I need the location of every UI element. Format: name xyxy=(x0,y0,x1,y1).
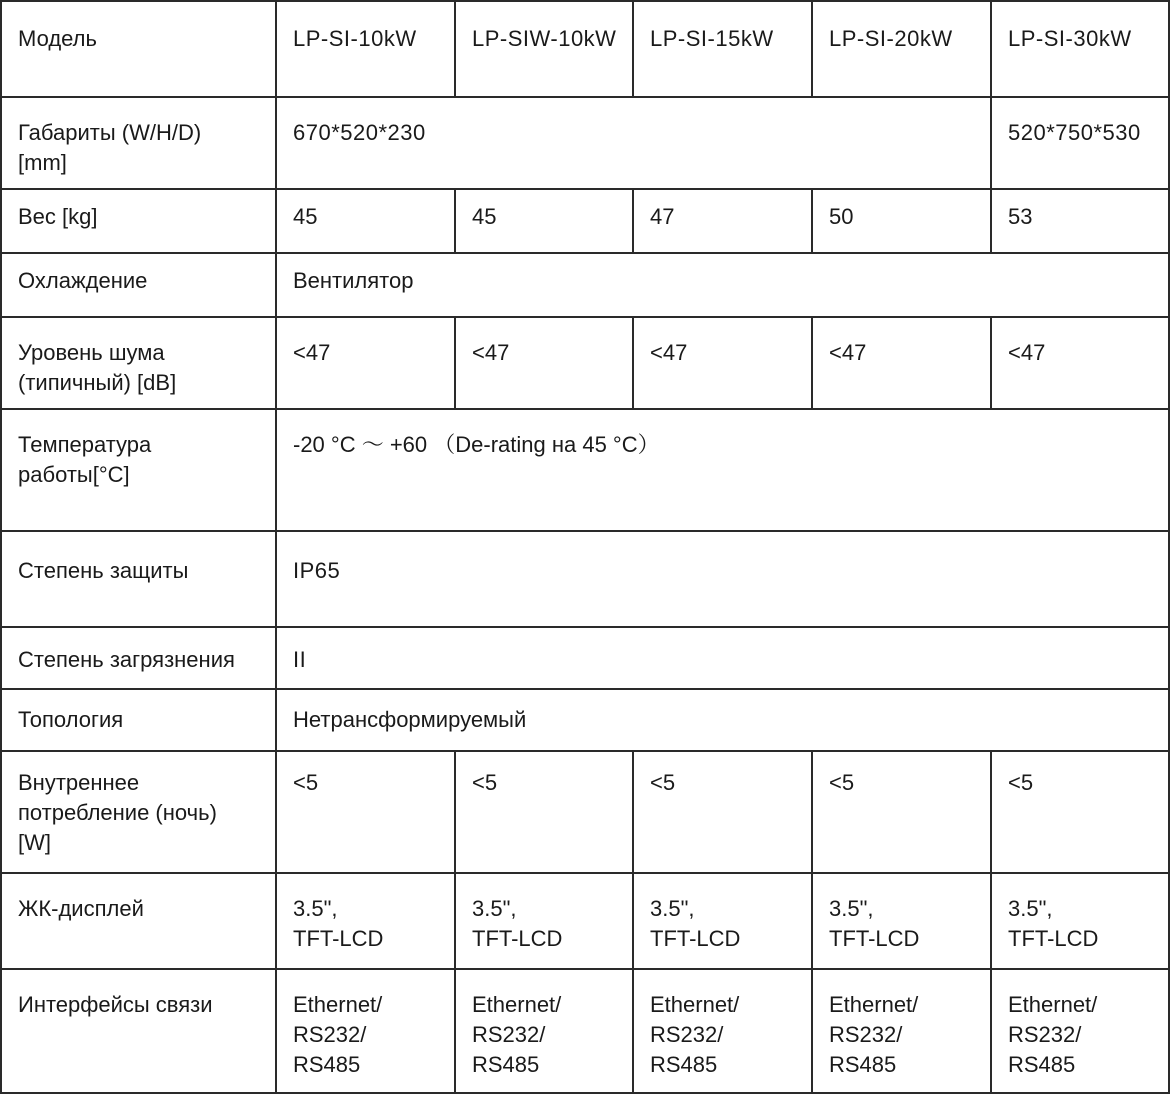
temperature-value: -20 °C ～ +60 （De-rating на 45 °C） xyxy=(276,409,1169,531)
topology-value: Нетрансформируемый xyxy=(276,689,1169,751)
table-row-display xyxy=(1,873,1169,969)
display-cell: 3.5", TFT-LCD xyxy=(633,873,812,969)
weight-cell: 47 xyxy=(633,189,812,253)
pollution-value: II xyxy=(276,627,1169,689)
model-cell: LP-SI-15kW xyxy=(633,1,812,97)
row-label-topology: Топология xyxy=(1,689,276,751)
display-cell: 3.5", TFT-LCD xyxy=(276,873,455,969)
consumption-cell: <5 xyxy=(276,751,455,873)
noise-cell: <47 xyxy=(991,317,1169,409)
row-label-temperature: Температура работы[°C] xyxy=(1,409,276,531)
table-row-pollution xyxy=(1,627,1169,689)
noise-cell: <47 xyxy=(633,317,812,409)
row-label-interfaces: Интерфейсы связи xyxy=(1,969,276,1093)
interfaces-cell: Ethernet/ RS232/ RS485 xyxy=(276,969,455,1093)
cooling-value: Вентилятор xyxy=(276,253,1169,317)
display-cell: 3.5", TFT-LCD xyxy=(991,873,1169,969)
row-label-pollution: Степень загрязнения xyxy=(1,627,276,689)
protection-value: IP65 xyxy=(276,531,1169,627)
model-cell: LP-SI-10kW xyxy=(276,1,455,97)
interfaces-cell: Ethernet/ RS232/ RS485 xyxy=(455,969,633,1093)
weight-cell: 45 xyxy=(455,189,633,253)
model-cell: LP-SI-20kW xyxy=(812,1,991,97)
model-cell: LP-SIW-10kW xyxy=(455,1,633,97)
weight-cell: 45 xyxy=(276,189,455,253)
table-row-interfaces xyxy=(1,969,1169,1093)
table-row-temperature xyxy=(1,409,1169,531)
row-label-noise: Уровень шума (типичный) [dB] xyxy=(1,317,276,409)
interfaces-cell: Ethernet/ RS232/ RS485 xyxy=(812,969,991,1093)
table-row-topology xyxy=(1,689,1169,751)
consumption-cell: <5 xyxy=(812,751,991,873)
dimensions-value-30kw: 520*750*530 xyxy=(991,97,1169,189)
noise-cell: <47 xyxy=(455,317,633,409)
weight-cell: 53 xyxy=(991,189,1169,253)
table-row-consumption xyxy=(1,751,1169,873)
table-row-noise xyxy=(1,317,1169,409)
interfaces-cell: Ethernet/ RS232/ RS485 xyxy=(991,969,1169,1093)
display-cell: 3.5", TFT-LCD xyxy=(812,873,991,969)
row-label-dimensions: Габариты (W/H/D) [mm] xyxy=(1,97,276,189)
model-cell: LP-SI-30kW xyxy=(991,1,1169,97)
table-row-weight xyxy=(1,189,1169,253)
row-label-consumption: Внутреннее потребление (ночь) [W] xyxy=(1,751,276,873)
consumption-cell: <5 xyxy=(991,751,1169,873)
row-label-model: Модель xyxy=(1,1,276,97)
table-row-model xyxy=(1,1,1169,97)
weight-cell: 50 xyxy=(812,189,991,253)
display-cell: 3.5", TFT-LCD xyxy=(455,873,633,969)
noise-cell: <47 xyxy=(276,317,455,409)
dimensions-value: 670*520*230 xyxy=(276,97,991,189)
noise-cell: <47 xyxy=(812,317,991,409)
row-label-protection: Степень защиты xyxy=(1,531,276,627)
row-label-display: ЖК-дисплей xyxy=(1,873,276,969)
table-row-dimensions xyxy=(1,97,1169,189)
consumption-cell: <5 xyxy=(633,751,812,873)
row-label-weight: Вес [kg] xyxy=(1,189,276,253)
table-row-cooling xyxy=(1,253,1169,317)
consumption-cell: <5 xyxy=(455,751,633,873)
row-label-cooling: Охлаждение xyxy=(1,253,276,317)
interfaces-cell: Ethernet/ RS232/ RS485 xyxy=(633,969,812,1093)
table-row-protection xyxy=(1,531,1169,627)
